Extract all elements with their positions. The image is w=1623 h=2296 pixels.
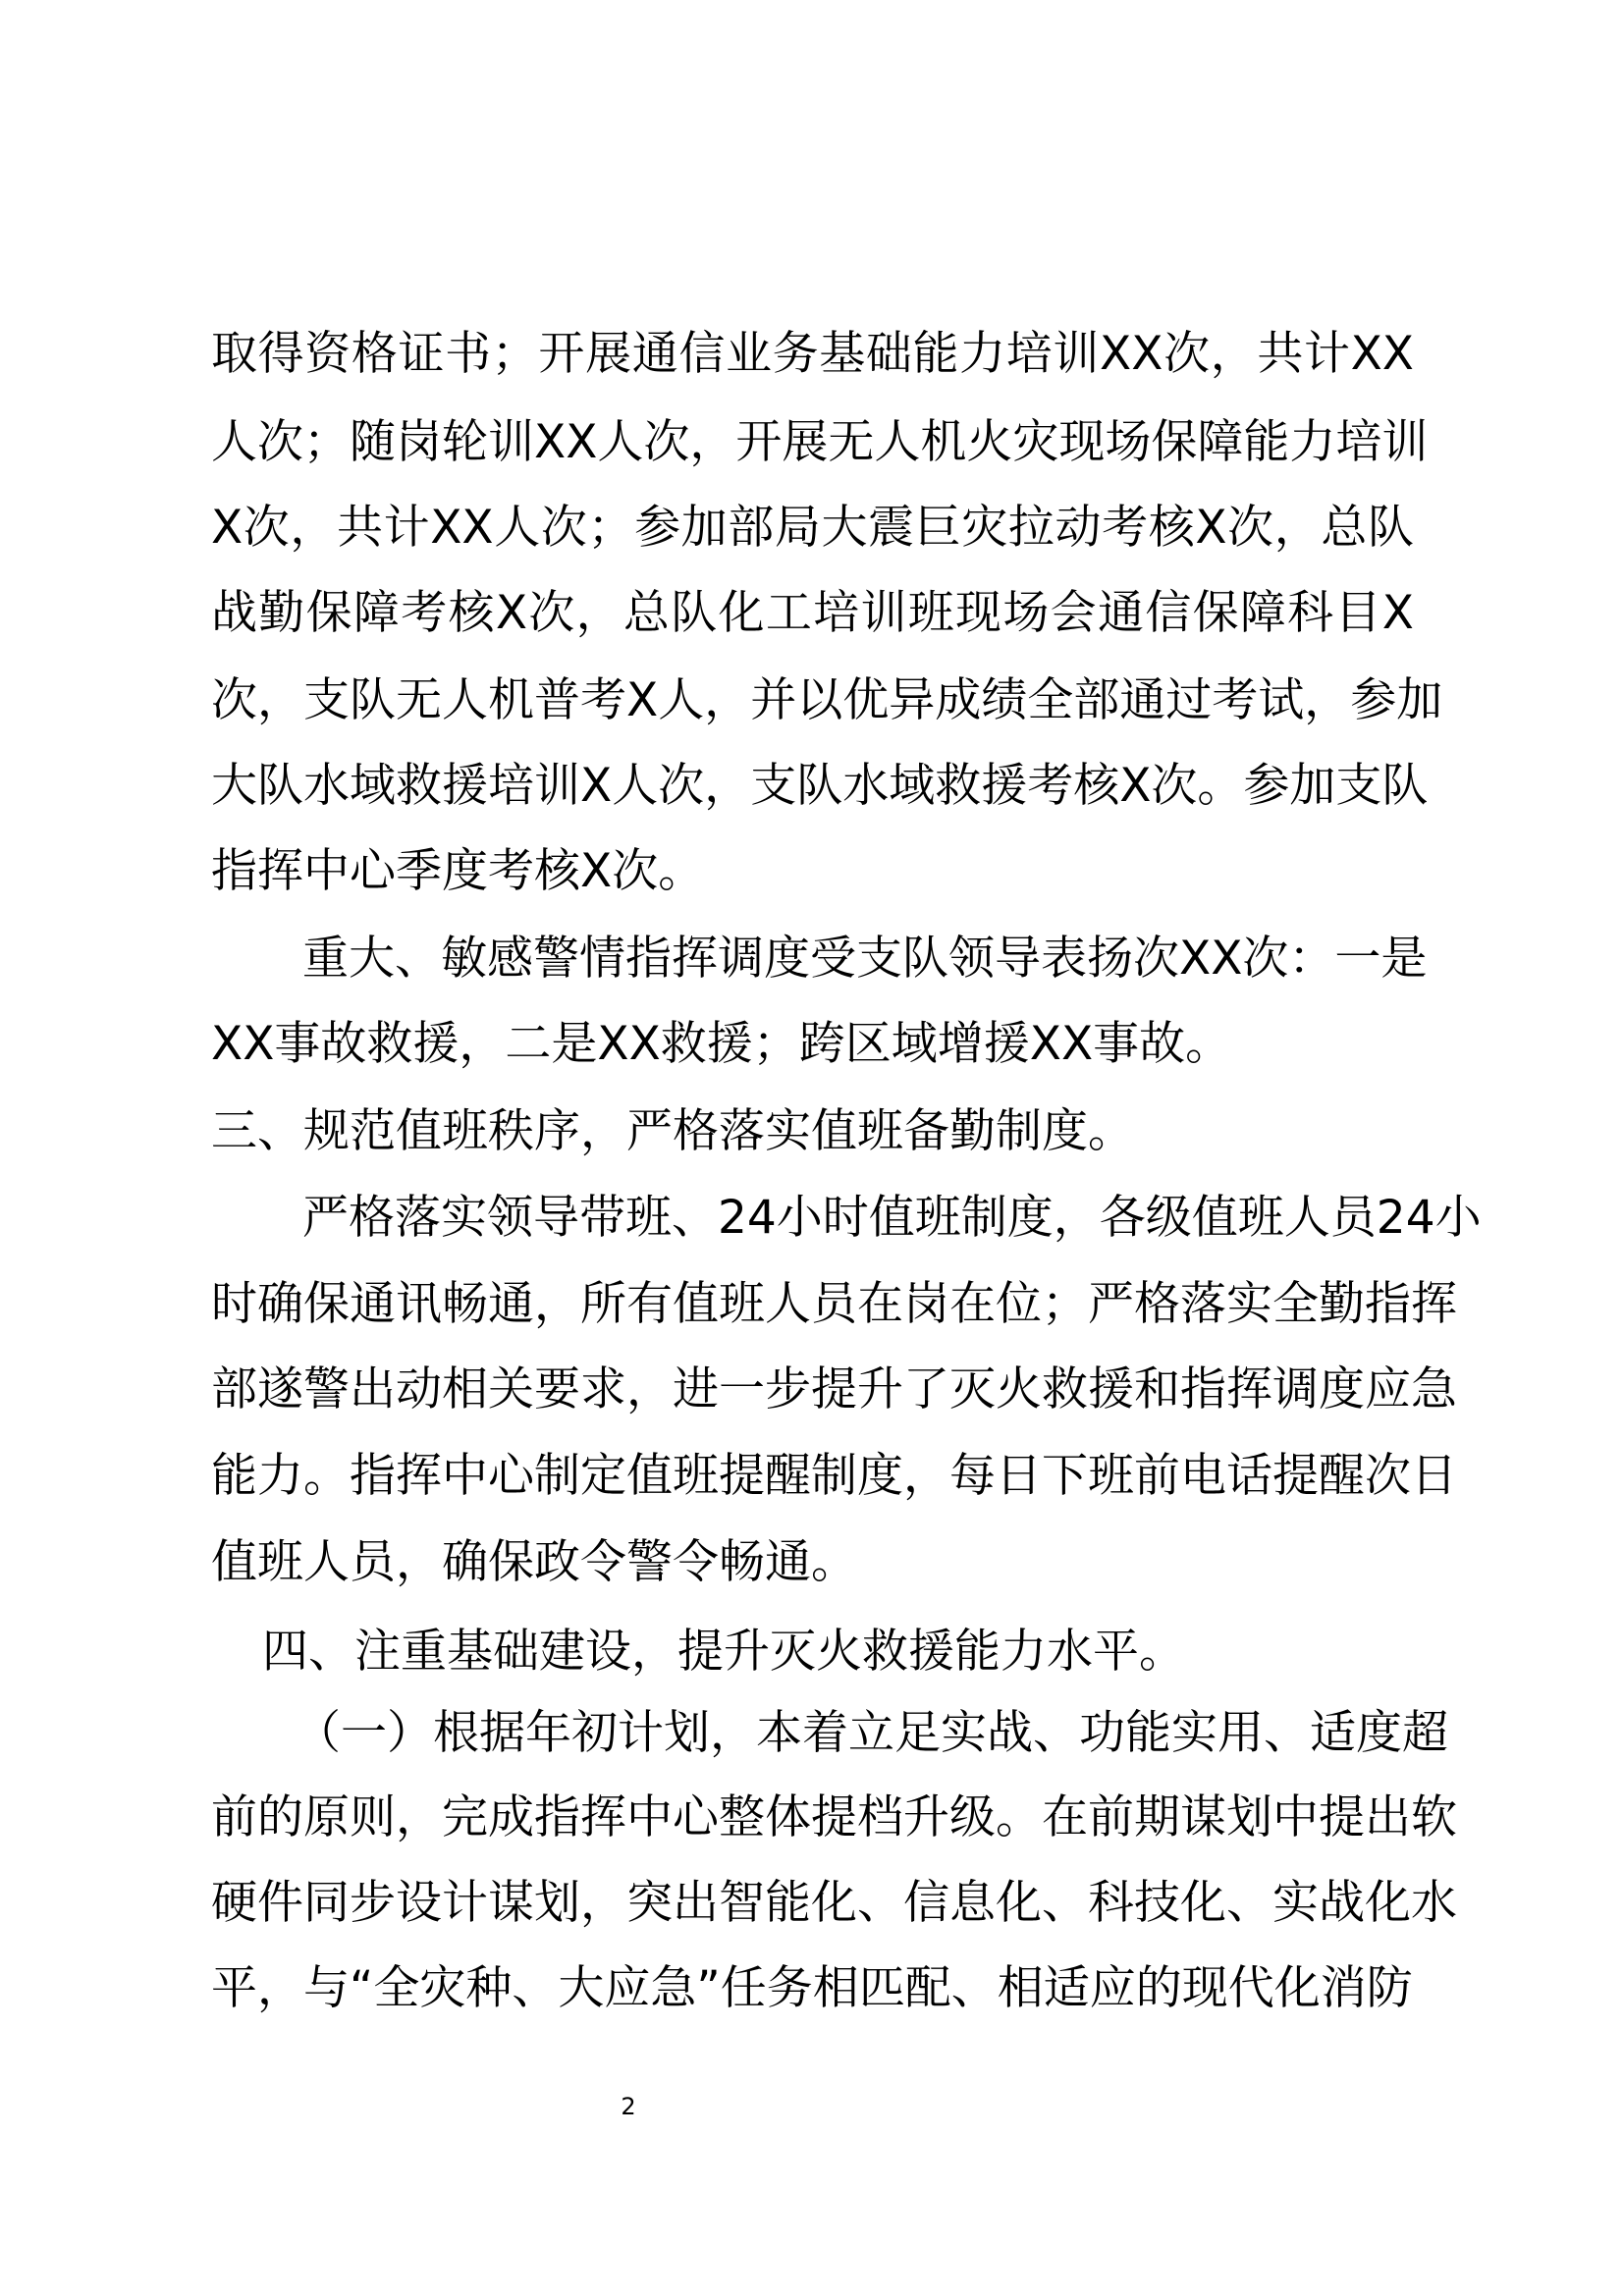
text-line: 大队水域救援培训X人次，支队水域救援考核X次。参加支队 [211,759,1429,813]
text-line: 前的原则，完成指挥中心整体提档升级。在前期谋划中提出软 [211,1790,1457,1844]
text-line: 能力。指挥中心制定值班提醒制度，每日下班前电话提醒次日 [211,1449,1457,1503]
text-line: 取得资格证书；开展通信业务基础能力培训XX次，共计XX [211,327,1414,381]
text-line: XX事故救援，二是XX救援；跨区域增援XX事故。 [211,1017,1232,1071]
text-line: 严格落实领导带班、24小时值班制度，各级值班人员24小 [302,1191,1482,1245]
text-line: 值班人员，确保政令警令畅通。 [211,1535,857,1589]
text-line: 三、规范值班秩序，严格落实值班备勤制度。 [211,1104,1134,1158]
text-line: 人次；随岗轮训XX人次，开展无人机火灾现场保障能力培训 [211,415,1429,469]
text-line: 平，与“全灾种、大应急”任务相匹配、相适应的现代化消防 [211,1961,1413,2015]
text-line: （一）根据年初计划，本着立足实战、功能实用、适度超 [295,1706,1448,1760]
text-line: 次，支队无人机普考X人，并以优异成绩全部通过考试，参加 [211,673,1443,727]
text-line: 战勤保障考核X次，总队化工培训班现场会通信保障科目X [211,586,1414,640]
text-line: 部遂警出动相关要求，进一步提升了灭火救援和指挥调度应急 [211,1362,1457,1416]
text-line: X次，共计XX人次；参加部局大震巨灾拉动考核X次，总队 [211,501,1414,555]
text-line: 四、注重基础建设，提升灭火救援能力水平。 [262,1625,1185,1679]
text-line: 重大、敏感警情指挥调度受支队领导表扬次XX次：一是 [302,932,1428,986]
text-line: 指挥中心季度考核X次。 [211,844,705,898]
page-number: 2 [621,2093,636,2120]
text-line: 时确保通讯畅通，所有值班人员在岗在位；严格落实全勤指挥 [211,1277,1457,1331]
text-line: 硬件同步设计谋划，突出智能化、信息化、科技化、实战化水 [211,1876,1457,1930]
